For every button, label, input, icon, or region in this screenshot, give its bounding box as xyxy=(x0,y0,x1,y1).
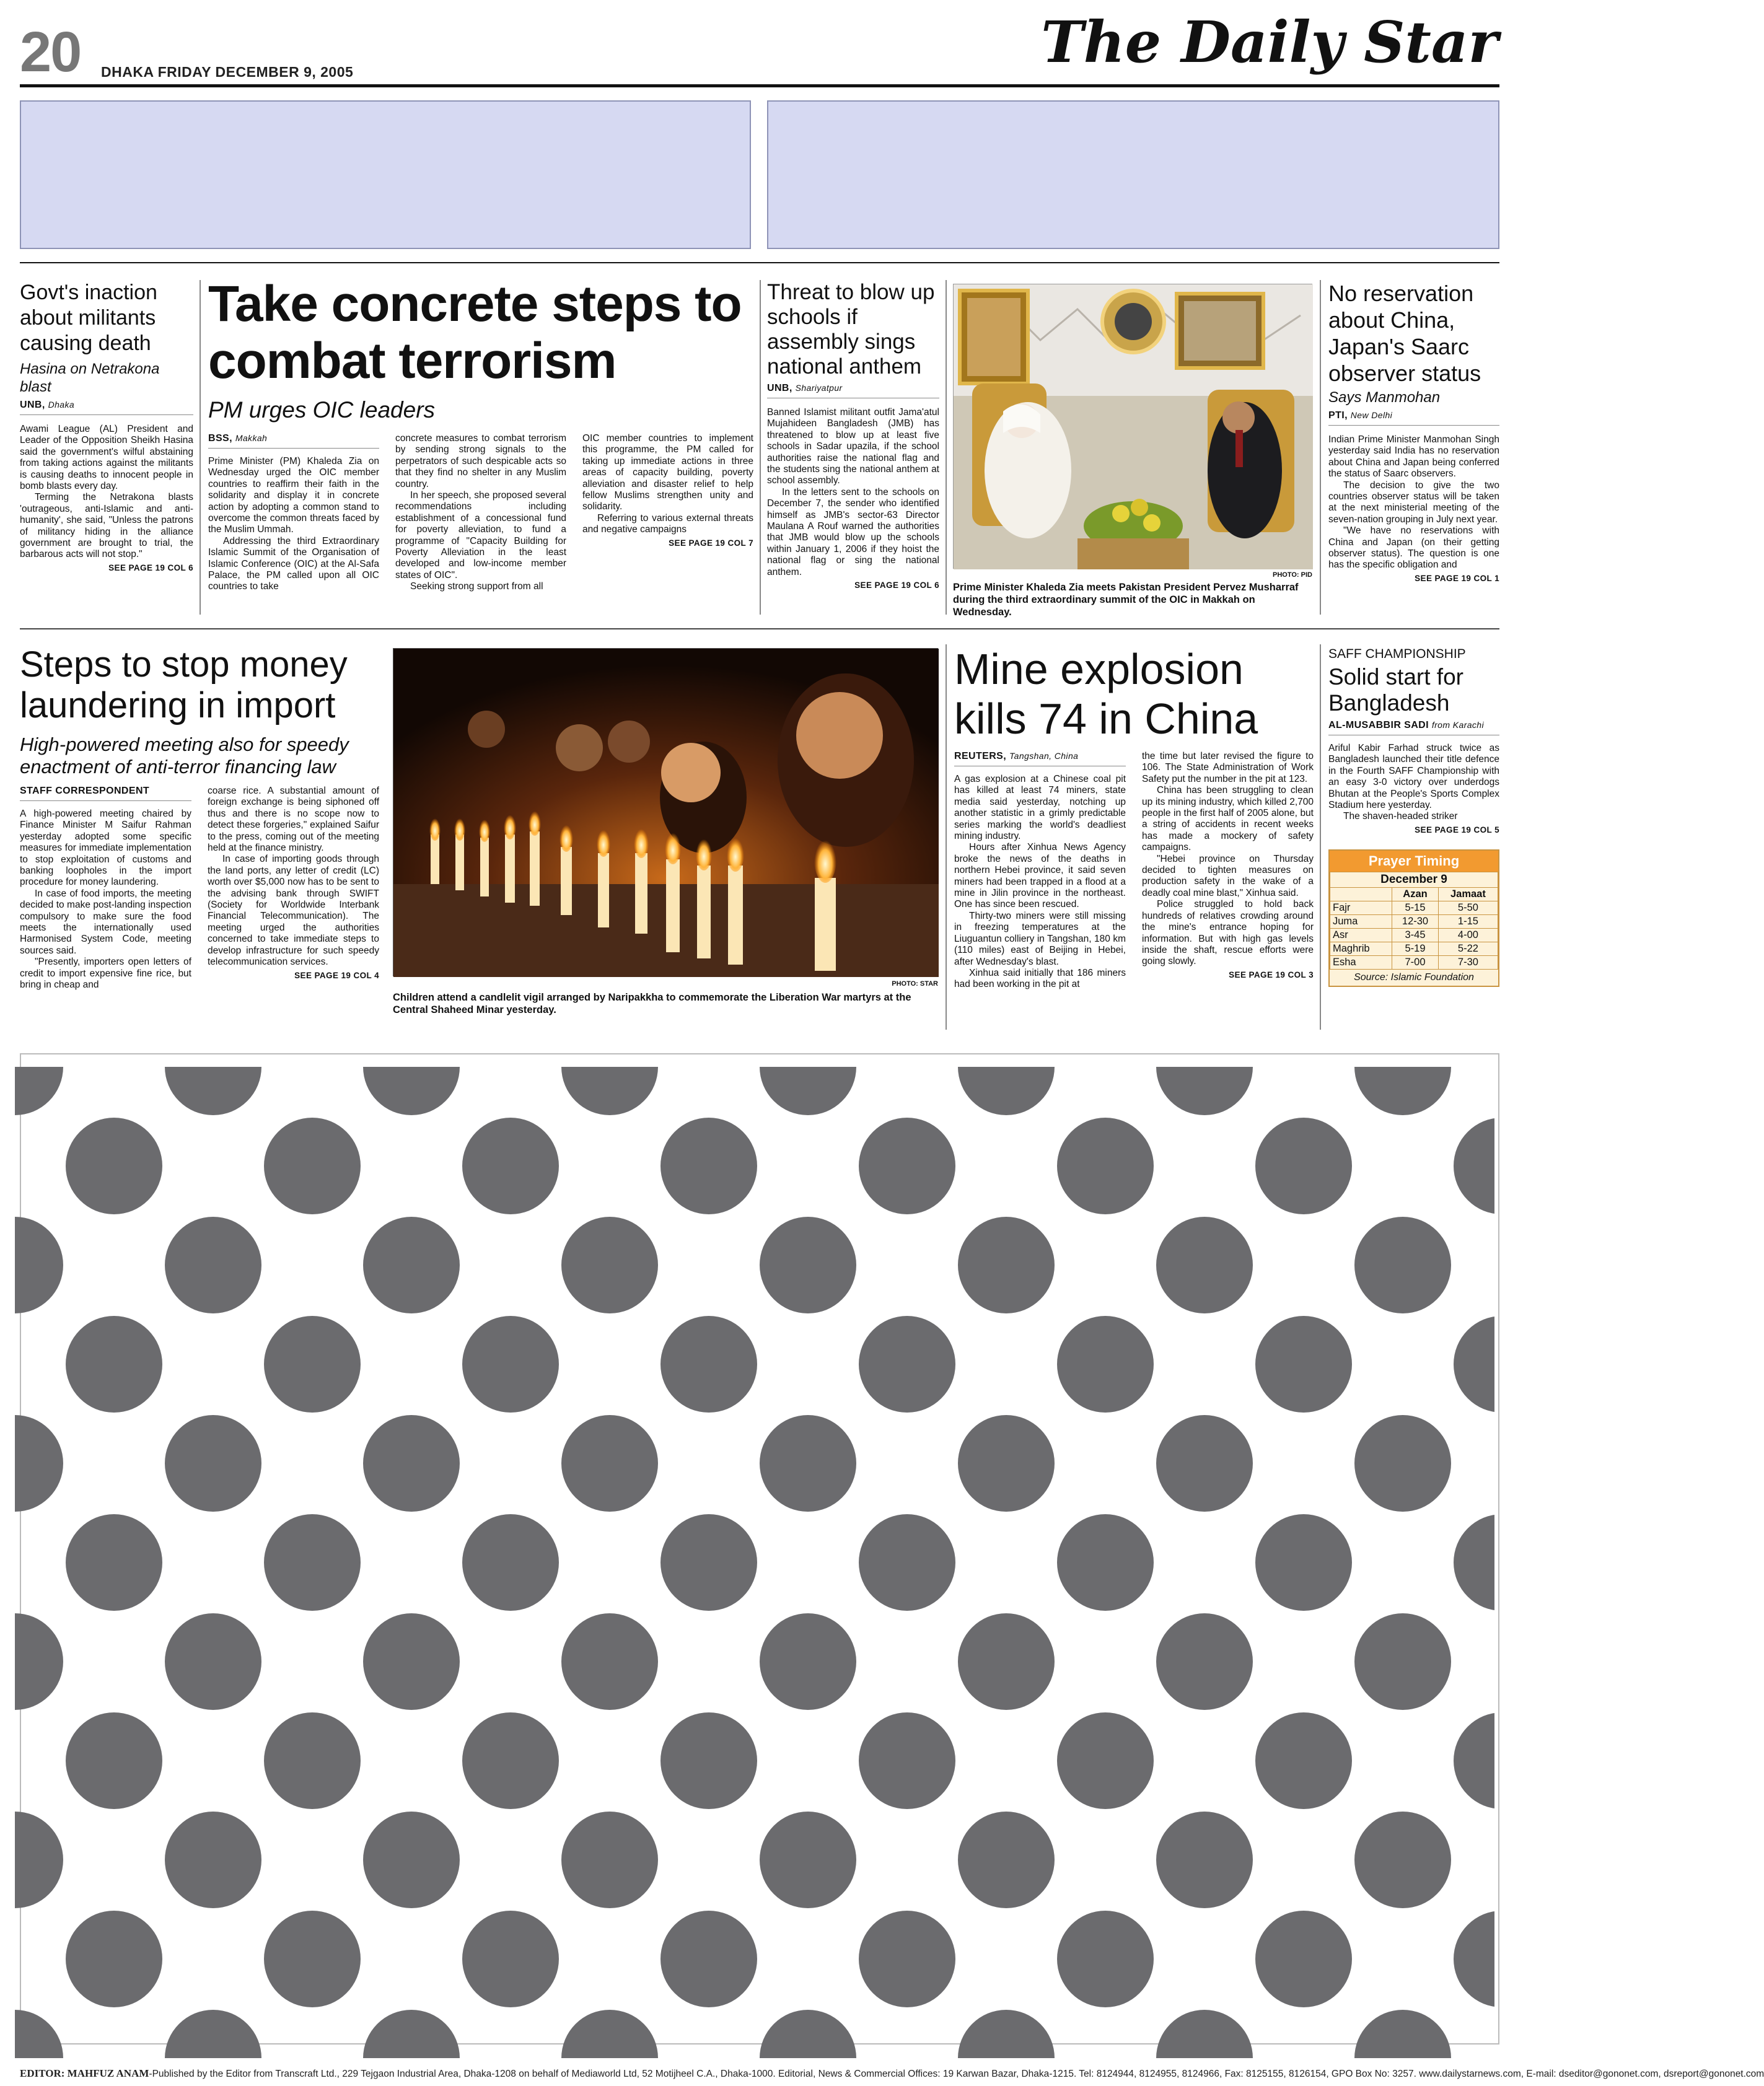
candle-photo-illustration xyxy=(393,649,939,977)
prayer-timing-title: Prayer Timing xyxy=(1330,851,1498,872)
story-columns xyxy=(954,751,1314,991)
story-body-col3: OIC member countries to implement this programme, the PM called for taking up immediate actions in three areas of capacity building, poverty alleviation and disaster relief to help fellow Muslims strengthen unity and solidarity. Referring to various external threats and negative campaigns xyxy=(582,433,753,535)
editor-credit: EDITOR: MAHFUZ ANAM xyxy=(20,2067,149,2079)
table-header: Jamaat xyxy=(1438,887,1498,901)
headline: Take concrete steps to combat terrorism xyxy=(208,276,742,389)
see-page-link[interactable]: SEE PAGE 19 COL 4 xyxy=(294,970,379,980)
story-govt-inaction xyxy=(20,280,193,572)
column-separator xyxy=(946,644,947,1030)
prayer-date: December 9 xyxy=(1330,872,1498,887)
photo-pid-block xyxy=(953,284,1312,618)
story-body: Awami League (AL) President and Leader of the Opposition Sheikh Hasina said the government's wilful abstaining from taking actions against the militants is causing deaths to innocent people in bomb blasts every day. Terming the Netrakona blasts 'outrageous, anti-Islamic and anti-humanity', she said, "Unless the patrons of militancy hiding in the alliance government are brought to trial, the barbarous acts will not stop." xyxy=(20,424,193,560)
headline: No reservation about China, Japan's Saarc observer status xyxy=(1328,281,1481,386)
table-row: Asr 3-45 4-00 xyxy=(1330,928,1498,942)
subhead: Hasina on Netrakona blast xyxy=(20,361,160,395)
polka-dot-pattern xyxy=(21,1054,1501,2046)
subhead: High-powered meeting also for speedy enactment of anti-terror financing law xyxy=(20,734,349,778)
byline: REUTERS, Tangshan, China xyxy=(954,751,1126,766)
story-body-col2: coarse rice. A substantial amount of foreign exchange is being siphoned off thus and there is no scope now to detect these forgeries," explained Saifur to the press, coming out of the meeting held at the finance ministry. In case of importing goods through the land ports, any letter of credit (LC) worth over $5,000 now has to be sent to the advising bank through SWIFT (Society for Worldwide Interbank Financial Telecommunication). The meeting urged the authorities concerned to take immediate steps to develop infrastructure for such speedy telecommunication services. xyxy=(208,786,379,968)
subhead: PM urges OIC leaders xyxy=(208,397,436,423)
byline: UNB, Dhaka xyxy=(20,400,193,415)
byline: BSS, Makkah xyxy=(208,433,379,449)
photo-caption: Prime Minister Khaleda Zia meets Pakistan President Pervez Musharraf during the third extraordinary summit of the OIC in Makkah on Wednesday. xyxy=(953,582,1299,618)
section-rule xyxy=(20,628,1499,629)
table-header: Azan xyxy=(1392,887,1439,901)
byline: AL-MUSABBIR SADI from Karachi xyxy=(1328,720,1499,735)
photo-candlelit-vigil xyxy=(393,648,938,976)
see-page-link[interactable]: SEE PAGE 19 COL 1 xyxy=(1415,573,1499,583)
photo-credit: PHOTO: PID xyxy=(1273,571,1312,579)
photo-credit: PHOTO: STAR xyxy=(892,980,938,988)
story-combat-terrorism xyxy=(208,276,753,593)
column-separator xyxy=(1320,644,1321,1030)
table-row: Esha 7-00 7-30 xyxy=(1330,955,1498,969)
story-mine-explosion xyxy=(954,644,1314,991)
imprint-text: -Published by the Editor from Transcraft Ltd., 229 Tejgaon Industrial Area, Dhaka-1208 on behalf of Mediaworld Ltd, 52 Motijheel C.A., Dhaka-1000. Editorial, News & Commercial Offices: 19 Karwan Bazar, Dhaka-1215. Tel: 8124944, 8124955, 8124966, Fax: 8125155, 8126154, GPO Box No: 3257. www.dailystarnews.com, E-mail: dseditor@gononet.com, dsreport@gononet.com xyxy=(149,2069,1764,2079)
dateline: DHAKA FRIDAY DECEMBER 9, 2005 xyxy=(101,64,354,80)
column-separator xyxy=(946,280,947,615)
story-saff-championship xyxy=(1328,647,1499,987)
story-columns xyxy=(20,786,379,991)
story-columns xyxy=(208,433,753,593)
subhead: Says Manmohan xyxy=(1328,389,1441,406)
table-row: Maghrib 5-19 5-22 xyxy=(1330,942,1498,955)
headline: Steps to stop money laundering in import xyxy=(20,644,348,725)
prayer-timing-box xyxy=(1328,849,1499,987)
column-separator xyxy=(760,280,761,615)
byline: UNB, Shariyatpur xyxy=(767,383,939,398)
photo-caption: Children attend a candlelit vigil arranged by Naripakkha to commemorate the Liberation War martyrs at the Central Shaheed Minar yesterday. xyxy=(393,992,911,1015)
section-rule xyxy=(20,262,1499,263)
ad-box-left xyxy=(20,100,751,249)
table-row: Fajr 5-15 5-50 xyxy=(1330,901,1498,914)
header-rule xyxy=(20,84,1499,87)
byline: STAFF CORRESPONDENT xyxy=(20,786,191,801)
kicker: SAFF CHAMPIONSHIP xyxy=(1328,647,1466,661)
polka-dot-ad-area xyxy=(20,1053,1499,2044)
footer-imprint xyxy=(20,2067,1764,2080)
story-body-col2: the time but later revised the figure to 106. The State Administration of Work Safety put the number in the pit at 123. China has been struggling to clean up its mining industry, which killed 2,700 people in the first half of 2005 alone, but a string of accidents in recent weeks has made a mockery of safety campaigns. "Hebei province on Thursday decided to tighten measures on production safety in the wake of a deadly coal mine blast," Xinhua said. Police struggled to hold back hundreds of relatives crowding around the mine's entrance hoping for information. But with high gas levels inside the shaft, rescue efforts were going slowly. xyxy=(1142,751,1314,967)
headline: Threat to blow up schools if assembly sings national anthem xyxy=(767,280,935,379)
column-separator xyxy=(1320,280,1321,615)
photo-khaleda-musharraf xyxy=(953,284,1312,569)
see-page-link[interactable]: SEE PAGE 19 COL 5 xyxy=(1415,825,1499,835)
story-body: Banned Islamist militant outfit Jama'atul Mujahideen Bangladesh (JMB) has threatened to blow up at least five schools in Sadar upazila, if the school authorities raise the national flag and the students sing the national anthem at school assembly. In the letters sent to the schools on December 7, the sender who identified himself as JMB's sector-63 Director Maulana A Rouf warned the authorities that JMB would blow up the schools within January 1, 2006 if they hoist the national flag or sing the national anthem. xyxy=(767,407,939,577)
story-saarc-observer xyxy=(1328,280,1499,583)
photo-candle-block xyxy=(393,648,938,1016)
prayer-source: Source: Islamic Foundation xyxy=(1354,971,1474,983)
see-page-link[interactable]: SEE PAGE 19 COL 3 xyxy=(1229,970,1314,979)
see-page-link[interactable]: SEE PAGE 19 COL 6 xyxy=(108,563,193,572)
story-body-col1: A high-powered meeting chaired by Finance Minister M Saifur Rahman yesterday adopted some specific measures for immediate implementation to stop exploitation of customs and banking loopholes in the import procedure for money laundering. In case of food imports, the meeting decided to make post-landing inspection compulsory to make sure the food meets the internationally used Harmonised System Code, meeting sources said. "Presently, importers open letters of credit to import expensive fine rice, but bring in cheap and xyxy=(20,809,191,991)
byline: PTI, New Delhi xyxy=(1328,410,1499,426)
story-body-col2: concrete measures to combat terrorism by sending strong signals to the perpetrators of such despicable acts so that they find no shelter in any Muslim country. In her speech, she proposed several recommendations including establishment of a concessional fund for poverty alleviation, to fund a programme of "Capacity Building for Poverty Alleviation in the least developed and low-income member states of OIC". Seeking strong support from all xyxy=(395,433,566,592)
headline: Solid start for Bangladesh xyxy=(1328,664,1463,716)
headline: Govt's inaction about militants causing death xyxy=(20,281,157,355)
table-header xyxy=(1330,887,1392,901)
see-page-link[interactable]: SEE PAGE 19 COL 7 xyxy=(669,538,753,548)
see-page-link[interactable]: SEE PAGE 19 COL 6 xyxy=(854,581,939,590)
story-body: Ariful Kabir Farhad struck twice as Bangladesh launched their title defence in the Fourth SAFF Championship with an easy 3-0 victory over underdogs Bhutan at the People's Sports Complex Stadium here yesterday. The shaven-headed striker xyxy=(1328,743,1499,822)
story-money-laundering xyxy=(20,644,379,991)
masthead-logo: The Daily Star xyxy=(1041,9,1498,76)
story-body-col1: Prime Minister (PM) Khaleda Zia on Wednesday urged the OIC member countries to reaffirm their faith in the solidarity and display it in concrete action by adopting a common stand to overcome the common threats faced by the Muslim Ummah. Addressing the third Extraordinary Islamic Summit of the Organisation of Islamic Conference (OIC) at the Al-Safa Palace, the PM called upon all OIC countries to take xyxy=(208,456,379,592)
prayer-timing-table xyxy=(1330,872,1498,970)
story-body-col1: A gas explosion at a Chinese coal pit has killed at least 74 miners, state media said yesterday, notching up another statistic in a grimly predictable series marking the world's deadliest mining industry. Hours after Xinhua News Agency broke the news of the deaths in northern Hebei province, it said seven miners had been trapped in a flood at a mine in Jilin province in the northeast. One has since been rescued. Thirty-two miners were still missing in freezing temperatures at the Liuguantun colliery in Tangshan, 180 km (110 miles) east of Beijing in Hebei, after Wednesday's blast. Xinhua said initially that 186 miners had been working in the pit at xyxy=(954,774,1126,990)
column-separator xyxy=(200,280,201,615)
story-schools-threat xyxy=(767,280,939,590)
meeting-photo-illustration xyxy=(954,284,1313,569)
story-body: Indian Prime Minister Manmohan Singh yesterday said India has no reservation about China and Japan being conferred the status of Saarc observers. The decision to give the two countries observer status will be taken at the next ministerial meeting of the seven-nation grouping in July next year. "We have no reservations with China and Japan (on their getting observer status). The question is one has the specific obligation and xyxy=(1328,434,1499,571)
table-row: Juma 12-30 1-15 xyxy=(1330,914,1498,928)
page-number: 20 xyxy=(20,20,81,84)
ad-box-right xyxy=(767,100,1499,249)
headline: Mine explosion kills 74 in China xyxy=(954,645,1258,743)
